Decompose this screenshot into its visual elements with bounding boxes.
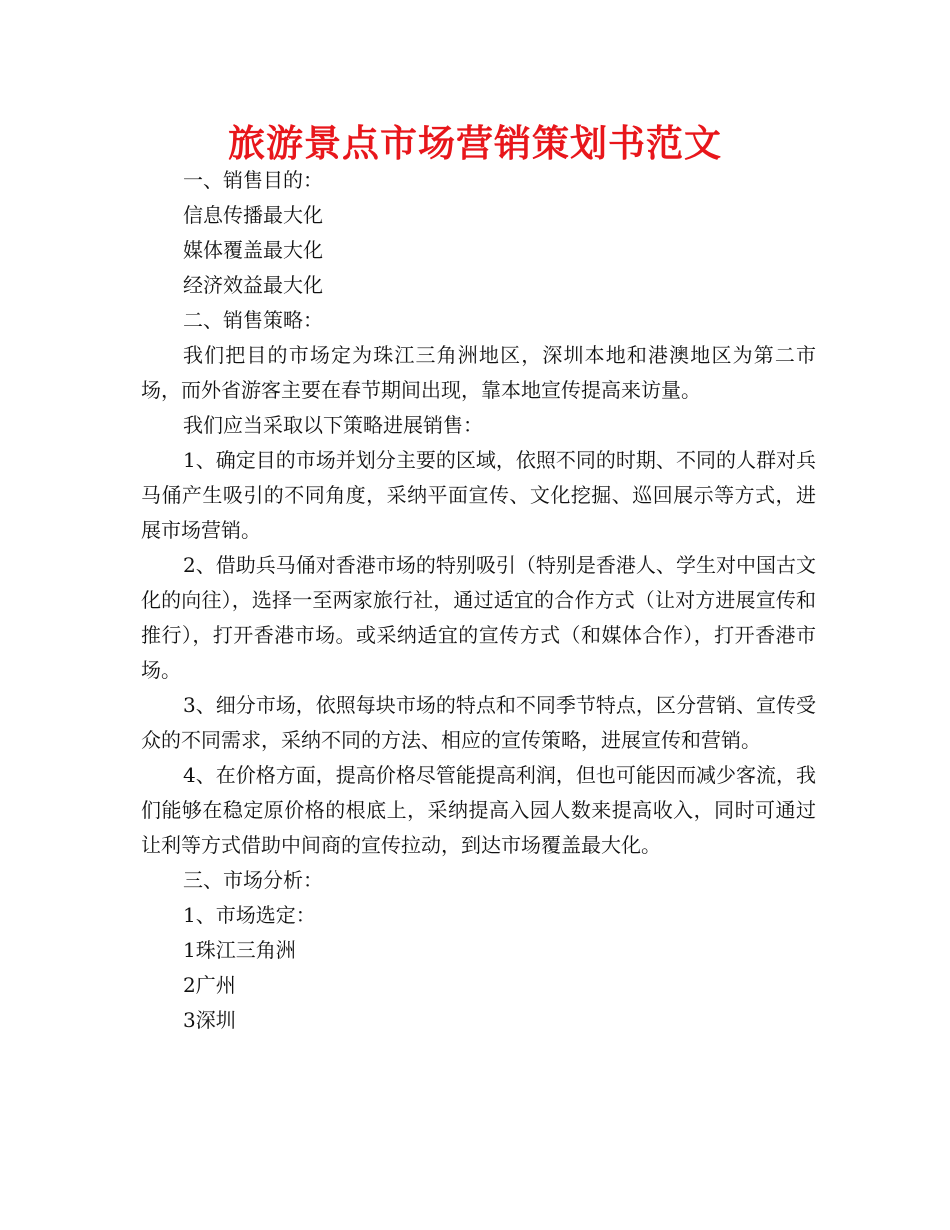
document-body [141,163,816,1038]
list-item: 经济效益最大化 [183,273,323,297]
strategy-item: 2、借助兵马俑对香港市场的特别吸引（特别是香港人、学生对中国古文化的向往），选择一至两家旅行社，通过适宜的合作方式（让对方进展宣传和推行），打开香港市场。或采纳适宜的宣传方式（和媒体合作），打开香港市场。 [141,553,816,682]
section-heading-market-analysis: 三、市场分析： [183,868,323,892]
list-item: 媒体覆盖最大化 [183,238,323,262]
list-item: 2广州 [183,973,236,997]
strategy-item: 4、在价格方面，提高价格尽管能提高利润，但也可能因而减少客流，我们能够在稳定原价格的根底上，采纳提高入园人数来提高收入，同时可通过让利等方式借助中间商的宣传拉动，到达市场覆盖最大化。 [141,763,816,857]
body-paragraph: 我们把目的市场定为珠江三角洲地区，深圳本地和港澳地区为第二市场，而外省游客主要在春节期间出现，靠本地宣传提高来访量。 [141,343,816,402]
strategy-item: 1、确定目的市场并划分主要的区域，依照不同的时期、不同的人群对兵马俑产生吸引的不同角度，采纳平面宣传、文化挖掘、巡回展示等方式，进展市场营销。 [141,448,816,542]
section-heading-sales-goal: 一、销售目的： [183,168,323,192]
subsection-heading: 1、市场选定： [183,903,316,927]
section-heading-sales-strategy: 二、销售策略： [183,308,323,332]
list-item: 3深圳 [183,1008,236,1032]
list-item: 信息传播最大化 [183,203,323,227]
list-item: 1珠江三角洲 [183,938,296,962]
document-title: 旅游景点市场营销策划书范文 [228,122,722,165]
strategy-item: 3、细分市场，依照每块市场的特点和不同季节特点，区分营销、宣传受众的不同需求，采纳不同的方法、相应的宣传策略，进展宣传和营销。 [141,693,816,752]
body-paragraph: 我们应当采取以下策略进展销售： [183,413,483,437]
